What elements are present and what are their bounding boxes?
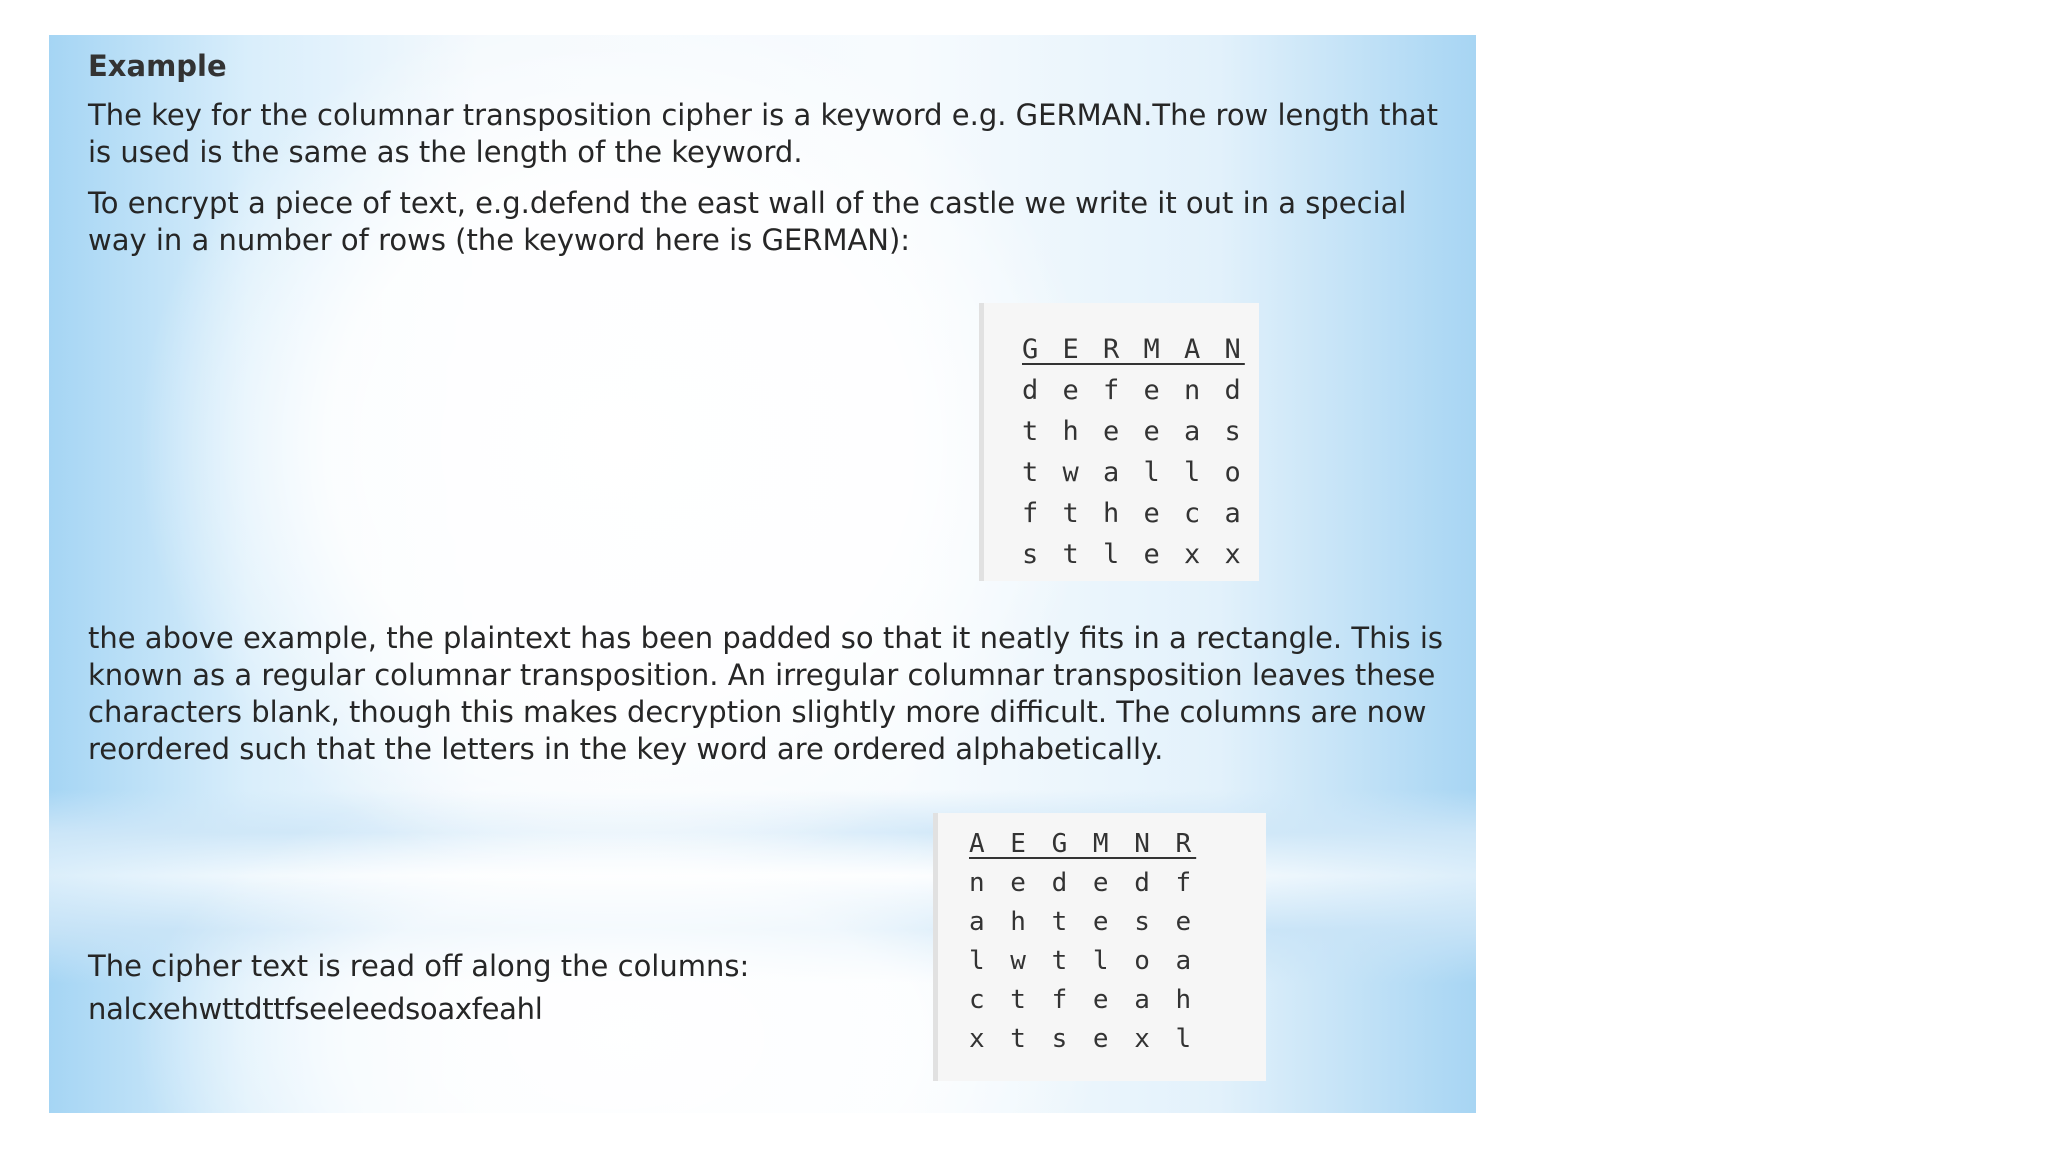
grid-row: s t l e x x [1022, 539, 1245, 570]
grid-row: c t f e a h [969, 985, 1197, 1015]
grid-row: t h e e a s [1022, 416, 1245, 447]
keyword-grid-original [979, 303, 1259, 581]
grid-row: x t s e x l [969, 1024, 1197, 1054]
paragraph-key-description: The key for the columnar transposition cipher is a keyword e.g. GERMAN.The row length that is used is the same as the length of the keyword. [88, 98, 1439, 169]
grid-row: t w a l l o [1022, 457, 1245, 488]
grid-row: a h t e s e [969, 907, 1197, 937]
slide-heading: Example [88, 49, 227, 83]
ciphertext-value: nalcxehwttdttfseeleedsoaxfeahl [88, 992, 543, 1026]
grid-row: d e f e n d [1022, 375, 1245, 406]
grid-row: l w t l o a [969, 946, 1197, 976]
grid-row: n e d e d f [969, 868, 1197, 898]
keyword-grid-reordered [933, 813, 1266, 1081]
ciphertext-label: The cipher text is read off along the columns: [88, 949, 750, 983]
grid-header: G E R M A N [1022, 334, 1245, 365]
paragraph-encrypt-description: To encrypt a piece of text, e.g.defend the east wall of the castle we write it out in a special way in a number of rows (the keyword here is GERMAN): [88, 186, 1407, 257]
grid-row: f t h e c a [1022, 498, 1245, 529]
paragraph-padding-description: the above example, the plaintext has been padded so that it neatly fits in a rectangle. This is known as a regular columnar transposition. An irregular columnar transposition leaves these characters blank, though this makes decryption slightly more difficult. The columns are now reordered such that the letters in the key word are ordered alphabetically. [88, 621, 1443, 766]
slide [49, 35, 1476, 1113]
grid-header: A E G M N R [969, 829, 1197, 859]
